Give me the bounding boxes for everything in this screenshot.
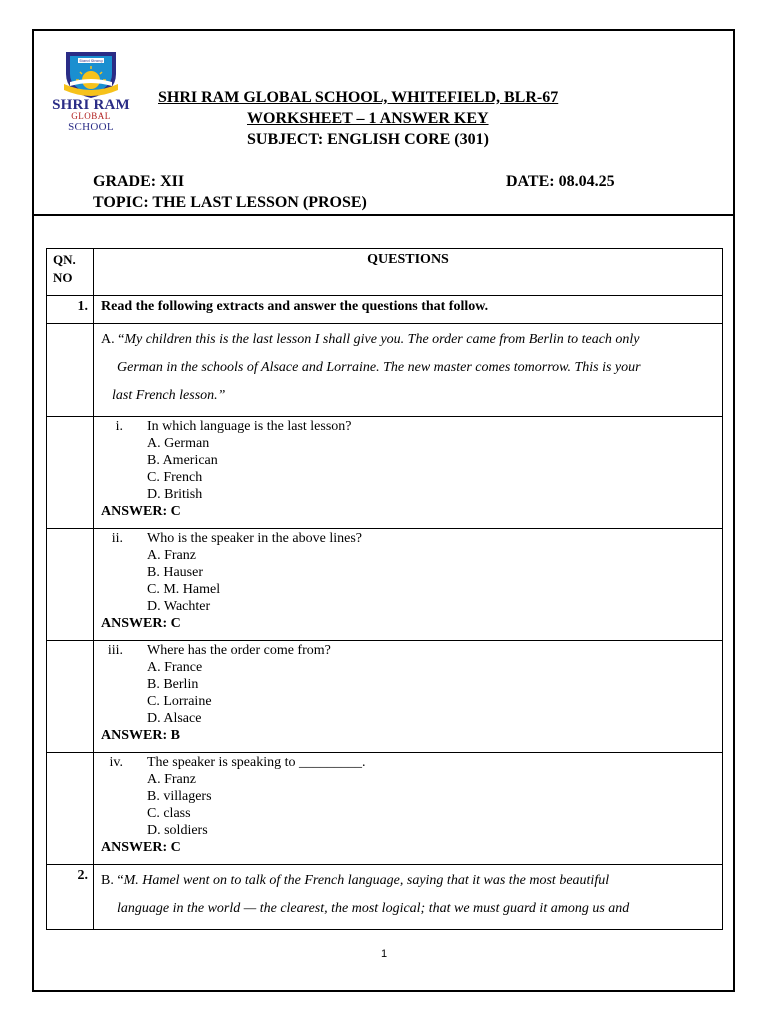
option: B. Hauser xyxy=(147,565,203,580)
logo-name-line3: SCHOOL xyxy=(68,121,114,133)
option: D. soldiers xyxy=(147,823,208,838)
answer-key: ANSWER: C xyxy=(101,504,181,519)
logo-emblem-icon xyxy=(60,48,122,100)
logo-name-line2: GLOBAL xyxy=(71,111,111,121)
logo-name-line1: SHRI RAM xyxy=(52,97,130,113)
extract-line: German in the schools of Alsace and Lorraine. The new master comes tomorrow. This is your xyxy=(117,360,641,375)
option: C. French xyxy=(147,470,203,485)
subquestion xyxy=(94,753,722,860)
answer-key: ANSWER: B xyxy=(101,728,180,743)
table-row xyxy=(47,753,723,865)
date-label: DATE: 08.04.25 xyxy=(506,173,615,190)
extract-line: M. Hamel went on to talk of the French language, saying that it was the most beautiful xyxy=(123,873,610,888)
extract-label: A. “ xyxy=(101,332,125,347)
answer-key: ANSWER: C xyxy=(101,840,181,855)
school-title: SHRI RAM GLOBAL SCHOOL, WHITEFIELD, BLR-67 xyxy=(158,89,559,106)
table-row xyxy=(47,296,723,324)
svg-text:Stand Strong: Stand Strong xyxy=(79,59,103,63)
option: A. Franz xyxy=(147,548,196,563)
subquestion-text: The speaker is speaking to _________. xyxy=(147,755,366,770)
extract-label: B. “ xyxy=(101,873,124,888)
option: C. Lorraine xyxy=(147,694,212,709)
subquestion xyxy=(94,529,722,636)
questions-table xyxy=(46,248,723,930)
qn-header-line2: NO xyxy=(53,270,73,285)
subquestion xyxy=(94,417,722,524)
table-row xyxy=(47,529,723,641)
option: A. France xyxy=(147,660,203,675)
subquestion-numeral: iv. xyxy=(109,755,123,770)
option: A. Franz xyxy=(147,772,196,787)
subquestion-text: Where has the order come from? xyxy=(147,643,331,658)
subject-title: SUBJECT: ENGLISH CORE (301) xyxy=(247,131,489,148)
extract-line: My children this is the last lesson I shall give you. The order came from Berlin to teach only xyxy=(124,332,640,347)
question-number: 1. xyxy=(77,299,88,314)
extract-passage xyxy=(94,324,722,416)
option: C. class xyxy=(147,806,191,821)
topic-label: TOPIC: THE LAST LESSON (PROSE) xyxy=(93,194,367,211)
worksheet-title: WORKSHEET – 1 ANSWER KEY xyxy=(247,110,489,127)
option: B. villagers xyxy=(147,789,212,804)
header-divider xyxy=(32,214,735,216)
subquestion-numeral: i. xyxy=(115,419,123,434)
qn-column-header xyxy=(47,249,94,296)
option: D. British xyxy=(147,487,203,502)
subquestion xyxy=(94,641,722,748)
table-row xyxy=(47,865,723,930)
page-number: 1 xyxy=(380,948,388,960)
option: D. Alsace xyxy=(147,711,202,726)
qn-header-line1: QN. xyxy=(53,252,76,267)
question-number: 2. xyxy=(77,868,88,883)
subquestion-numeral: ii. xyxy=(111,531,123,546)
answer-key: ANSWER: C xyxy=(101,616,181,631)
table-row xyxy=(47,641,723,753)
questions-header-text: QUESTIONS xyxy=(367,252,449,267)
extract-line: language in the world — the clearest, the most logical; that we must guard it among us and xyxy=(117,901,630,916)
option: B. American xyxy=(147,453,218,468)
option: D. Wachter xyxy=(147,599,211,614)
option: B. Berlin xyxy=(147,677,199,692)
table-row xyxy=(47,324,723,417)
subquestion-text: Who is the speaker in the above lines? xyxy=(147,531,362,546)
school-logo xyxy=(46,48,142,134)
table-row xyxy=(47,417,723,529)
extract-passage xyxy=(94,865,722,929)
subquestion-text: In which language is the last lesson? xyxy=(147,419,352,434)
table-header-row xyxy=(47,249,723,296)
questions-column-header xyxy=(94,249,723,296)
extract-line: last French lesson.” xyxy=(112,388,226,403)
question-instruction: Read the following extracts and answer the questions that follow. xyxy=(101,299,489,314)
grade-label: GRADE: XII xyxy=(93,173,185,190)
option: C. M. Hamel xyxy=(147,582,221,597)
option: A. German xyxy=(147,436,210,451)
subquestion-numeral: iii. xyxy=(107,643,123,658)
